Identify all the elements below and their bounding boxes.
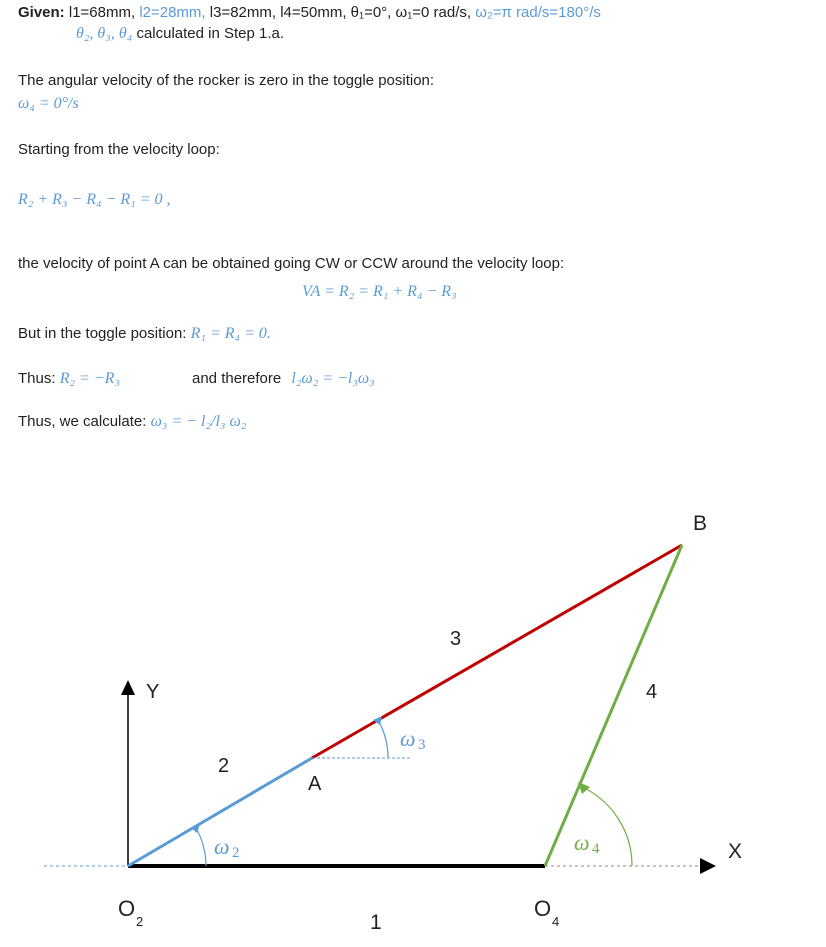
omega3-arc (378, 720, 388, 758)
thus2-equation: ω₃ = − l₂/l₃ ω₂ (150, 413, 247, 430)
thus1-equation: R₂ = −R₃ (59, 370, 120, 387)
toggle-equation: R₁ = R₄ = 0. (190, 325, 271, 342)
o4-subscript: 4 (552, 914, 560, 929)
x-axis-label: X (728, 840, 743, 863)
calc-text: calculated in Step 1.a. (136, 25, 285, 42)
thus2-prefix: Thus, we calculate: (18, 413, 147, 430)
x-axis-arrowhead (700, 858, 716, 874)
loop-equation: R₂ + R₃ − R₄ − R₁ = 0 , (18, 191, 171, 208)
link-4-label: 4 (646, 681, 658, 703)
given-l2: l2=28mm, (139, 4, 206, 21)
given-l3: l3=82mm, (209, 4, 277, 21)
link-3 (312, 545, 682, 758)
given-l4: l4=50mm, (280, 4, 347, 21)
o4-label: O (534, 896, 552, 921)
therefore-equation: l₂ω₂ = −l₃ω₃ (291, 370, 375, 387)
therefore-text: and therefore (192, 370, 282, 387)
link-2-label: 2 (218, 755, 230, 777)
given-l1: l1=68mm, (68, 4, 136, 21)
given-theta1: θ₁=0°, (350, 4, 392, 21)
thetas-value: θ₂, θ₃, θ₄ (76, 25, 133, 42)
toggle-prefix: But in the toggle position: (18, 325, 187, 342)
given-omega1: ω₁=0 rad/s, (395, 4, 472, 21)
thus1-prefix: Thus: (18, 370, 56, 387)
point-a-label: A (308, 773, 322, 795)
link-3-label: 3 (450, 628, 462, 650)
omega4-equation: ω₄ = 0°/s (18, 95, 79, 112)
starting-text: Starting from the velocity loop: (18, 141, 220, 158)
rocker-zero-text: The angular velocity of the rocker is zero in the toggle position: (18, 72, 435, 89)
o2-subscript: 2 (136, 914, 144, 929)
link-1-label: 1 (370, 911, 382, 934)
y-axis-arrowhead (121, 680, 135, 695)
omega3-subscript: 3 (418, 737, 426, 753)
omega2-subscript: 2 (232, 845, 240, 861)
omega2-label: ω (214, 834, 230, 859)
given-omega2: ω₂=π rad/s=180°/s (475, 4, 601, 21)
y-axis-label: Y (146, 681, 160, 703)
velocity-A-text: the velocity of point A can be obtained going CW or CCW around the velocity loop: (18, 255, 565, 272)
o2-label: O (118, 896, 136, 921)
point-b-label: B (693, 512, 708, 535)
given-label: Given: (18, 4, 65, 21)
omega2-arc (196, 828, 206, 866)
omega4-subscript: 4 (592, 841, 600, 857)
link-4 (545, 545, 682, 866)
omega4-label: ω (574, 830, 590, 855)
omega3-label: ω (400, 726, 416, 751)
va-equation: VA = R₂ = R₁ + R₄ − R₃ (302, 283, 457, 300)
